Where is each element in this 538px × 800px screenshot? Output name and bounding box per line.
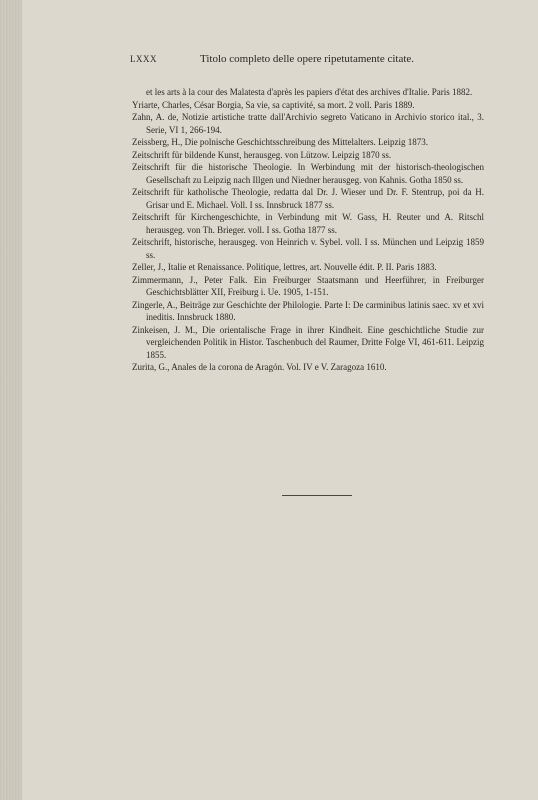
page-header	[130, 54, 530, 70]
bibliography-entry: Zeitschrift für die historische Theologie. In Werbindung mit der historisch-theologischen Gesellschaft zu Leipzig nach Illgen und Niedner herausgeg. von Kahnis. Gotha 1850 ss.	[132, 162, 484, 185]
bibliography-entry: Zeissberg, H., Die polnische Geschichtsschreibung des Mittelalters. Leipzig 1873.	[132, 137, 429, 147]
bibliography-entry: Zeitschrift für Kirchengeschichte, in Verbindung mit W. Gass, H. Reuter und A. Ritschl herausgeg. von Th. Brieger. voll. I ss. Gotha 1877 ss.	[132, 212, 484, 235]
section-end-rule	[282, 495, 352, 496]
running-title: Titolo completo delle opere ripetutamente citate.	[200, 53, 415, 65]
bibliography-entry: Zahn, A. de, Notizie artistiche tratte dall'Archivio segreto Vaticano in Archivio storico ital., 3. Serie, VI 1, 266-194.	[132, 112, 484, 135]
bibliography-entry: Zurita, G., Anales de la corona de Aragón. Vol. IV e V. Zaragoza 1610.	[132, 362, 387, 372]
bibliography-list	[132, 86, 484, 374]
bibliography-entry: Zingerle, A., Beiträge zur Geschichte der Philologie. Parte I: De carminibus latinis saec. xv et xvi ineditis. Innsbruck 1880.	[132, 299, 484, 322]
bibliography-entry: Yriarte, Charles, César Borgia, Sa vie, sa captivité, sa mort. 2 voll. Paris 1889.	[132, 99, 415, 110]
page-edge-shadow	[0, 0, 22, 800]
bibliography-entry: Zeitschrift für katholische Theologie, redatta dal Dr. J. Wieser und Dr. F. Stentrup, poi da H. Grisar und E. Michael. Voll. I ss. Innsbruck 1877 ss.	[132, 187, 484, 210]
page-number: LXXX	[130, 54, 157, 64]
bibliography-entry: Zeller, J., Italie et Renaissance. Politique, lettres, art. Nouvelle édit. P. II. Paris 1883.	[132, 262, 437, 272]
bibliography-entry: Zinkeisen, J. M., Die orientalische Frage in ihrer Kindheit. Eine geschichtliche Studie zur vergleichenden Politik in Histor. Taschenbuch del Raumer, Dritte Folge VI, 461-611. Leipzig 1855.	[132, 324, 484, 360]
bibliography-entry: Zimmermann, J., Peter Falk. Ein Freiburger Staatsmann und Heerführer, in Freiburger Geschichtsblätter XII, Freiburg i. Ue. 1905, 1-151.	[132, 274, 484, 297]
bibliography-entry: Zeitschrift für bildende Kunst, herausgeg. von Lützow. Leipzig 1870 ss.	[132, 149, 392, 160]
bibliography-entry: Zeitschrift, historische, herausgeg. von Heinrich v. Sybel. voll. I ss. München und Leipzig 1859 ss.	[132, 237, 484, 260]
bibliography-entry-continuation: et les arts à la cour des Malatesta d'après les papiers d'état des archives d'Italie. Paris 1882.	[146, 87, 473, 97]
